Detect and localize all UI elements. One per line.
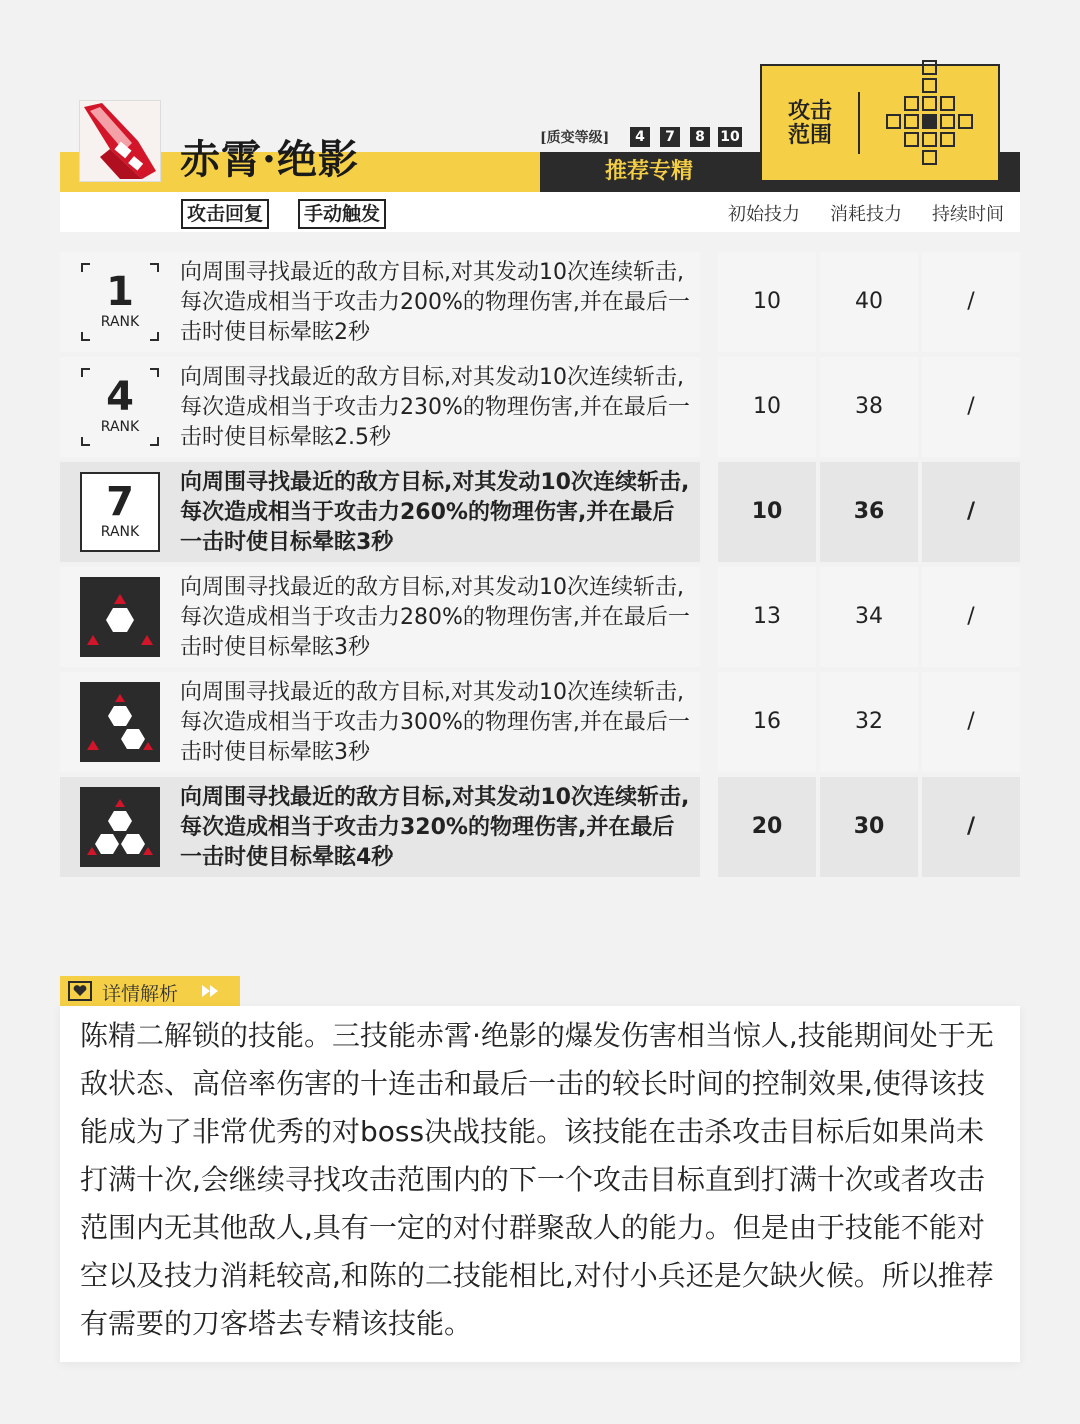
column-header-initial-sp: 初始技力 [728,204,800,225]
tag-attack-recovery: 攻击回复 [181,199,269,229]
range-cell [940,132,955,147]
range-cell [904,96,919,111]
detail-text: 陈精二解锁的技能。三技能赤霄·绝影的爆发伤害相当惊人,技能期间处于无敌状态、高倍率伤害的十连击和最后一击的较长时间的控制效果,使得该技能成为了非常优秀的对boss决战技能。该技能在击杀攻击目标后如果尚未打满十次,会继续寻找攻击范围内的下一个攻击目标直到打满十次或者攻击范围内无其他敌人,具有一定的对付群聚敌人的能力。但是由于技能不能对空以及技力消耗较高,和陈的二技能相比,对付小兵还是欠缺火候。所以推荐有需要的刀客塔去专精该技能。 [80,1019,994,1340]
attack-range-label: 攻击范围 [787,99,832,148]
initial-sp-value: 10 [718,252,816,352]
duration-value: / [922,252,1020,352]
range-cell [940,96,955,111]
sp-cost-value: 38 [820,357,918,457]
initial-sp-value: 10 [718,357,816,457]
duration-value: / [922,672,1020,772]
rank-7-icon [80,472,160,552]
sp-cost-value: 40 [820,252,918,352]
mastery-1-icon [80,577,160,657]
mastery-level-badge: 8 [690,127,710,147]
mastery-3-icon [80,787,160,867]
rank-number: 7 [106,479,134,525]
sp-cost-value: 30 [820,777,918,877]
tag-manual-trigger: 手动触发 [298,199,386,229]
initial-sp-value: 20 [718,777,816,877]
initial-sp-value: 10 [718,462,816,562]
range-cell [904,114,919,129]
level-description: 向周围寻找最近的敌方目标,对其发动10次连续斩击,每次造成相当于攻击力260%的物理伤害,并在最后一击时使目标晕眩3秒 [180,470,690,555]
range-cell [922,132,937,147]
rank-label: RANK [100,419,140,435]
column-header-sp-cost: 消耗技力 [830,204,902,225]
mastery-level-badge: 10 [718,127,742,147]
rank-label: RANK [100,524,140,540]
sp-cost-value: 32 [820,672,918,772]
level-description: 向周围寻找最近的敌方目标,对其发动10次连续斩击,每次造成相当于攻击力300%的物理伤害,并在最后一击时使目标晕眩3秒 [180,680,690,765]
column-header-duration: 持续时间 [932,204,1004,225]
duration-value: / [922,567,1020,667]
duration-value: / [922,357,1020,457]
range-divider [858,92,860,154]
level-description: 向周围寻找最近的敌方目标,对其发动10次连续斩击,每次造成相当于攻击力200%的物理伤害,并在最后一击时使目标晕眩2秒 [180,260,690,345]
detail-label-text: 详情解析 [102,983,179,1005]
range-cell [904,132,919,147]
sp-cost-value: 34 [820,567,918,667]
rank-4-icon [80,367,160,447]
detail-section-label [60,976,240,1006]
duration-value: / [922,462,1020,562]
level-description: 向周围寻找最近的敌方目标,对其发动10次连续斩击,每次造成相当于攻击力230%的物理伤害,并在最后一击时使目标晕眩2.5秒 [180,365,690,450]
initial-sp-value: 16 [718,672,816,772]
range-cell [958,114,973,129]
mastery-2-icon [80,682,160,762]
sp-cost-value: 36 [820,462,918,562]
mastery-level-badge: 4 [630,127,650,147]
recommend-mastery-label: 推荐专精 [604,159,693,184]
rank-number: 4 [106,374,134,420]
range-self-cell [922,114,937,129]
mastery-level-label: [质变等级] [540,130,610,146]
range-cell [922,60,937,75]
range-cell [922,78,937,93]
mastery-level-badge: 7 [660,127,680,147]
range-cell [922,96,937,111]
level-description: 向周围寻找最近的敌方目标,对其发动10次连续斩击,每次造成相当于攻击力320%的物理伤害,并在最后一击时使目标晕眩4秒 [180,785,690,870]
skill-icon [80,101,160,181]
rank-number: 1 [106,269,134,315]
initial-sp-value: 13 [718,567,816,667]
rank-label: RANK [100,314,140,330]
skill-title: 赤霄·绝影 [180,136,359,183]
rank-1-icon [80,262,160,342]
level-description: 向周围寻找最近的敌方目标,对其发动10次连续斩击,每次造成相当于攻击力280%的物理伤害,并在最后一击时使目标晕眩3秒 [180,575,690,660]
range-cell [886,114,901,129]
range-cell [940,114,955,129]
heart-icon [68,981,92,1001]
arrow-icon [200,983,224,999]
duration-value: / [922,777,1020,877]
range-cell [922,150,937,165]
